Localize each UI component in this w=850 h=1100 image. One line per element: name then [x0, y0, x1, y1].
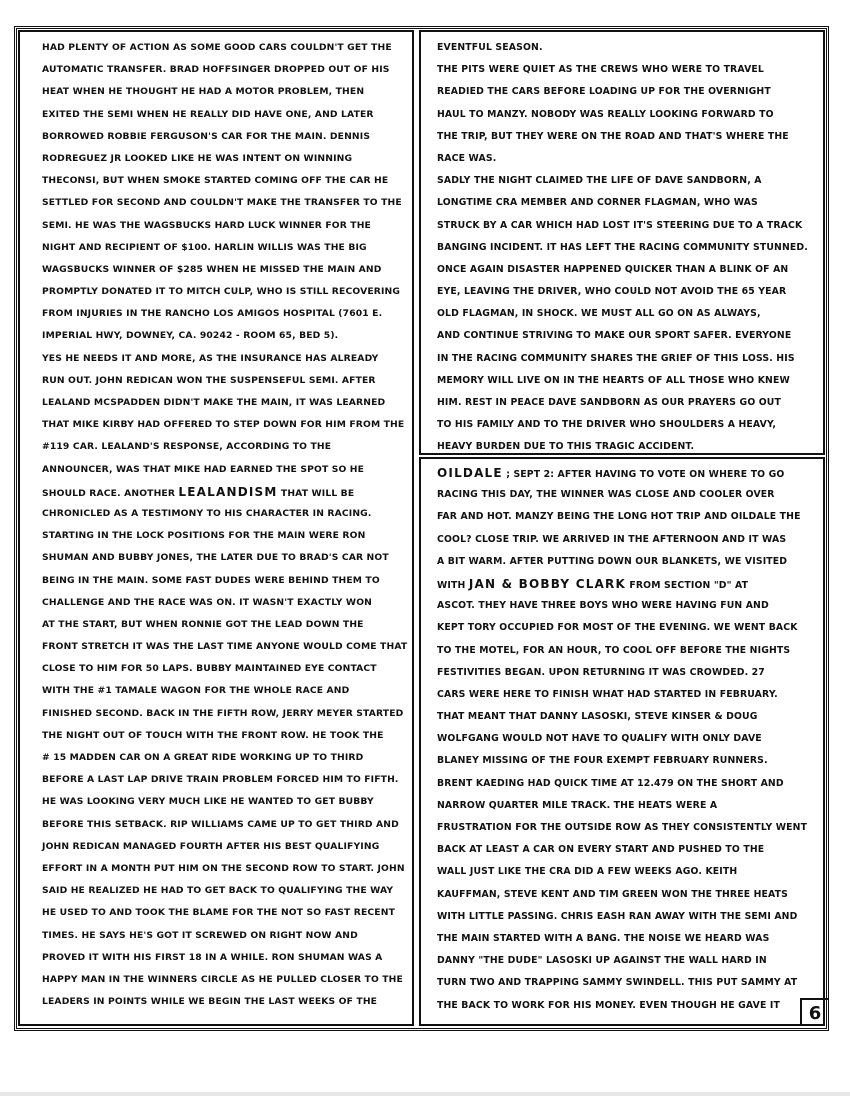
lealandism-emphasis: LEALANDISM [178, 484, 278, 499]
text-line: EVENTFUL SEASON. [437, 42, 543, 53]
text-line: FAR AND HOT. MANZY BEING THE LONG HOT TRIP AND OILDALE THE [437, 511, 801, 523]
text-line: SEMI. HE WAS THE WAGSBUCKS HARD LUCK WINNER FOR THE [42, 219, 371, 231]
text-line: ONCE AGAIN DISASTER HAPPENED QUICKER THAN A BLINK OF AN [437, 263, 789, 275]
text-line: TO THE MOTEL, FOR AN HOUR, TO COOL OFF BEFORE THE NIGHTS [437, 644, 791, 656]
text-line: BEFORE THIS SETBACK. RIP WILLIAMS CAME UP TO GET THIRD AND [42, 818, 399, 830]
text-line: CARS WERE HERE TO FINISH WHAT HAD STARTED IN FEBRUARY. [437, 688, 778, 700]
text-line: READIED THE CARS BEFORE LOADING UP FOR THE OVERNIGHT [437, 86, 771, 98]
text-line: A BIT WARM. AFTER PUTTING DOWN OUR BLANKETS, WE VISITED [437, 555, 788, 567]
left-column [18, 30, 414, 1026]
text-line: SADLY THE NIGHT CLAIMED THE LIFE OF DAVE SANDBORN, A [437, 175, 762, 187]
text-line: HE USED TO AND TOOK THE BLAME FOR THE NOT SO FAST RECENT [42, 907, 395, 919]
text-line: HAPPY MAN IN THE WINNERS CIRCLE AS HE PULLED CLOSER TO THE [42, 973, 403, 985]
text-line: HEAVY BURDEN DUE TO THIS TRAGIC ACCIDENT. [437, 441, 695, 453]
text-line: WALL JUST LIKE THE CRA DID A FEW WEEKS AGO. KEITH [437, 866, 738, 878]
page-number: 6 [800, 998, 828, 1026]
text-line: BRENT KAEDING HAD QUICK TIME AT 12.479 ON THE SHORT AND [437, 777, 784, 789]
text-line: EXITED THE SEMI WHEN HE REALLY DID HAVE ONE, AND LATER [42, 108, 374, 120]
text-line: STRUCK BY A CAR WHICH HAD LOST IT'S STEERING DUE TO A TRACK [437, 219, 803, 231]
text-line: THAT MEANT THAT DANNY LASOSKI, STEVE KINSER & DOUG [437, 711, 758, 723]
text-line: THE TRIP, BUT THEY WERE ON THE ROAD AND THAT'S WHERE THE [437, 130, 789, 142]
text-line: COOL? CLOSE TRIP. WE ARRIVED IN THE AFTERNOON AND IT WAS [437, 533, 787, 545]
right-column-bottom [419, 457, 825, 1026]
text-line: #119 CAR. LEALAND'S RESPONSE, ACCORDING TO THE [42, 441, 332, 453]
text-line: IN THE RACING COMMUNITY SHARES THE GRIEF OF THIS LOSS. HIS [437, 352, 795, 364]
text-line: IMPERIAL HWY, DOWNEY, CA. 90242 - ROOM 65, BED 5). [42, 330, 339, 342]
text-line: EYE, LEAVING THE DRIVER, WHO COULD NOT AVOID THE 65 YEAR [437, 286, 787, 298]
text-line: CHRONICLED AS A TESTIMONY TO HIS CHARACTER IN RACING. [42, 507, 372, 519]
text-line: CHALLENGE AND THE RACE WAS ON. IT WASN'T EXACTLY WON [42, 596, 373, 608]
text-line: THECONSI, BUT WHEN SMOKE STARTED COMING OFF THE CAR HE [42, 175, 389, 187]
text-line: HAUL TO MANZY. NOBODY WAS REALLY LOOKING FORWARD TO [437, 108, 774, 120]
text-fragment: ; SEPT 2: AFTER HAVING TO VOTE ON WHERE TO GO [502, 469, 785, 480]
text-line: TO HIS FAMILY AND TO THE DRIVER WHO SHOULDERS A HEAVY, [437, 419, 777, 431]
text-line: BEING IN THE MAIN. SOME FAST DUDES WERE BEHIND THEM TO [42, 574, 380, 586]
text-line: THE NIGHT OUT OF TOUCH WITH THE FRONT ROW. HE TOOK THE [42, 729, 384, 741]
text-line: CLOSE TO HIM FOR 50 LAPS. BUBBY MAINTAINED EYE CONTACT [42, 663, 377, 675]
text-line: TURN TWO AND TRAPPING SAMMY SWINDELL. THIS PUT SAMMY AT [437, 977, 798, 989]
text-line: BORROWED ROBBIE FERGUSON'S CAR FOR THE MAIN. DENNIS [42, 130, 371, 142]
text-line: FRUSTRATION FOR THE OUTSIDE ROW AS THEY CONSISTENTLY WENT [437, 822, 808, 833]
text-line: EFFORT IN A MONTH PUT HIM ON THE SECOND ROW TO START. JOHN [42, 862, 405, 874]
text-fragment: WITH [437, 579, 469, 591]
text-line [437, 573, 817, 595]
text-line: JOHN REDICAN MANAGED FOURTH AFTER HIS BEST QUALIFYING [42, 840, 380, 852]
text-line: SETTLED FOR SECOND AND COULDN'T MAKE THE TRANSFER TO THE [42, 197, 402, 209]
text-line: TIMES. HE SAYS HE'S GOT IT SCREWED ON RIGHT NOW AND [42, 929, 358, 941]
text-line: LONGTIME CRA MEMBER AND CORNER FLAGMAN, WHO WAS [437, 197, 758, 209]
text-line: MEMORY WILL LIVE ON IN THE HEARTS OF ALL THOSE WHO KNEW [437, 374, 790, 386]
text-line: SHUMAN AND BUBBY JONES, THE LATER DUE TO BRAD'S CAR NOT [42, 552, 389, 564]
text-line: AUTOMATIC TRANSFER. BRAD HOFFSINGER DROPPED OUT OF HIS [42, 64, 390, 76]
text-line: THE MAIN STARTED WITH A BANG. THE NOISE WE HEARD WAS [437, 932, 770, 944]
text-line: FINISHED SECOND. BACK IN THE FIFTH ROW, JERRY MEYER STARTED [42, 707, 404, 719]
text-line: PROVED IT WITH HIS FIRST 18 IN A WHILE. RON SHUMAN WAS A [42, 951, 383, 963]
text-line: FRONT STRETCH IT WAS THE LAST TIME ANYONE WOULD COME THAT [42, 641, 408, 653]
text-line: YES HE NEEDS IT AND MORE, AS THE INSURANCE HAS ALREADY [42, 352, 379, 364]
text-line: OLD FLAGMAN, IN SHOCK. WE MUST ALL GO ON AS ALWAYS, [437, 308, 761, 320]
text-line: THAT MIKE KIRBY HAD OFFERED TO STEP DOWN FOR HIM FROM THE [42, 419, 405, 431]
text-line: DANNY "THE DUDE" LASOSKI UP AGAINST THE WALL HARD IN [437, 955, 767, 967]
text-line: BLANEY MISSING OF THE FOUR EXEMPT FEBRUARY RUNNERS. [437, 755, 768, 767]
text-line: HE WAS LOOKING VERY MUCH LIKE HE WANTED TO GET BUBBY [42, 796, 374, 808]
text-line: FROM INJURIES IN THE RANCHO LOS AMIGOS HOSPITAL (7601 E. [42, 308, 383, 320]
text-line: HIM. REST IN PEACE DAVE SANDBORN AS OUR PRAYERS GO OUT [437, 397, 781, 408]
text-fragment: SHOULD RACE. ANOTHER [42, 487, 179, 499]
text-fragment: FROM SECTION "D" AT [625, 579, 749, 591]
text-line: LEALAND MCSPADDEN DIDN'T MAKE THE MAIN, IT WAS LEARNED [42, 397, 386, 408]
text-line: SAID HE REALIZED HE HAD TO GET BACK TO QUALIFYING THE WAY [42, 885, 394, 897]
text-line [437, 462, 817, 484]
text-line: HEAT WHEN HE THOUGHT HE HAD A MOTOR PROBLEM, THEN [42, 86, 365, 98]
page-edge-line [0, 1092, 850, 1096]
text-line: # 15 MADDEN CAR ON A GREAT RIDE WORKING UP TO THIRD [42, 752, 364, 763]
text-line: ANNOUNCER, WAS THAT MIKE HAD EARNED THE SPOT SO HE [42, 463, 365, 475]
right-column-top [419, 30, 825, 455]
oildale-heading: OILDALE [437, 466, 503, 480]
text-line: BANGING INCIDENT. IT HAS LEFT THE RACING COMMUNITY STUNNED. [437, 241, 808, 253]
text-line: NIGHT AND RECIPIENT OF $100. HARLIN WILLIS WAS THE BIG [42, 241, 367, 253]
text-line: WITH LITTLE PASSING. CHRIS EASH RAN AWAY WITH THE SEMI AND [437, 910, 798, 922]
clark-names-emphasis: JAN & BOBBY CLARK [468, 576, 626, 591]
text-line: RUN OUT. JOHN REDICAN WON THE SUSPENSEFUL SEMI. AFTER [42, 374, 376, 386]
text-line: FESTIVITIES BEGAN. UPON RETURNING IT WAS CROWDED. 27 [437, 666, 765, 678]
text-line: AND CONTINUE STRIVING TO MAKE OUR SPORT SAFER. EVERYONE [437, 330, 792, 342]
text-line: RODREGUEZ JR LOOKED LIKE HE WAS INTENT ON WINNING [42, 152, 353, 164]
text-line: THE PITS WERE QUIET AS THE CREWS WHO WERE TO TRAVEL [437, 64, 764, 76]
text-line: THE BACK TO WORK FOR HIS MONEY. EVEN THOUGH HE GAVE IT [437, 999, 780, 1011]
text-line: BACK AT LEAST A CAR ON EVERY START AND PUSHED TO THE [437, 844, 765, 856]
text-line [42, 481, 406, 503]
text-line: RACE WAS. [437, 152, 497, 164]
text-line: BEFORE A LAST LAP DRIVE TRAIN PROBLEM FORCED HIM TO FIFTH. [42, 774, 399, 786]
text-line: LEADERS IN POINTS WHILE WE BEGIN THE LAST WEEKS OF THE [42, 996, 378, 1008]
text-line: HAD PLENTY OF ACTION AS SOME GOOD CARS COULDN'T GET THE [42, 42, 392, 53]
text-line: WAGSBUCKS WINNER OF $285 WHEN HE MISSED THE MAIN AND [42, 263, 382, 275]
text-line: WITH THE #1 TAMALE WAGON FOR THE WHOLE RACE AND [42, 685, 350, 697]
text-line: AT THE START, BUT WHEN RONNIE GOT THE LEAD DOWN THE [42, 618, 364, 630]
text-line: PROMPTLY DONATED IT TO MITCH CULP, WHO IS STILL RECOVERING [42, 286, 401, 298]
text-line: WOLFGANG WOULD NOT HAVE TO QUALIFY WITH ONLY DAVE [437, 733, 762, 745]
text-line: KEPT TORY OCCUPIED FOR MOST OF THE EVENING. WE WENT BACK [437, 622, 798, 634]
text-line: KAUFFMAN, STEVE KENT AND TIM GREEN WON THE THREE HEATS [437, 888, 789, 900]
text-line: RACING THIS DAY, THE WINNER WAS CLOSE AND COOLER OVER [437, 489, 775, 501]
text-line: NARROW QUARTER MILE TRACK. THE HEATS WERE A [437, 799, 718, 811]
text-fragment: THAT WILL BE [277, 487, 355, 499]
text-line: ASCOT. THEY HAVE THREE BOYS WHO WERE HAVING FUN AND [437, 600, 769, 612]
text-line: STARTING IN THE LOCK POSITIONS FOR THE MAIN WERE RON [42, 530, 366, 542]
